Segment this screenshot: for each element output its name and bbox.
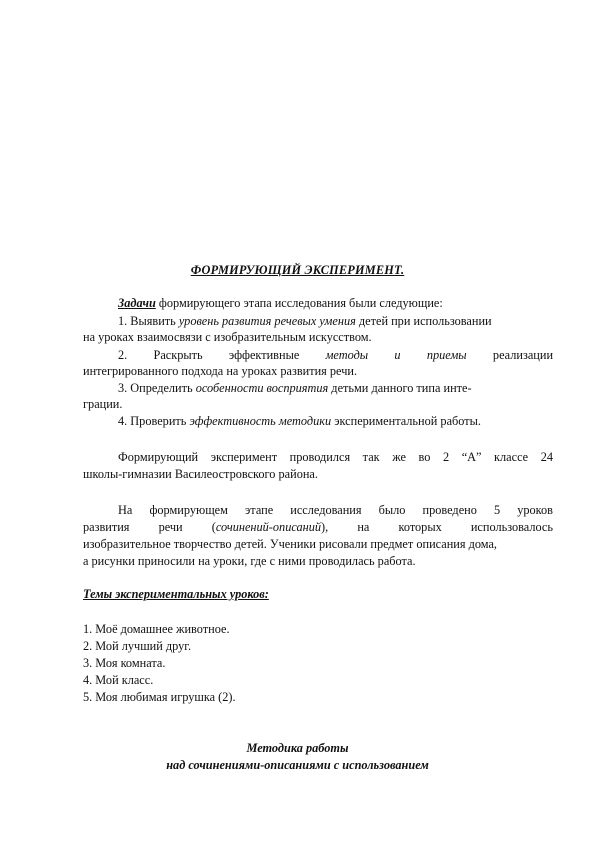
- paragraph-3-text-a: развития речи (: [83, 520, 216, 534]
- theme-item: 4. Мой класс.: [83, 673, 154, 687]
- paragraph-3-line-1: На формирующем этапе исследования было проведено 5 уроков: [118, 503, 553, 517]
- task-2-emphasis-and: и: [394, 348, 401, 362]
- task-2-text-a: 2. Раскрыть эффективные: [118, 348, 300, 362]
- theme-item: 3. Моя комната.: [83, 656, 166, 670]
- section-title: ФОРМИРУЮЩИЙ ЭКСПЕРИМЕНТ.: [190, 263, 405, 277]
- paragraph-3-line-2: [83, 520, 553, 535]
- task-2-emphasis-methods: методы: [325, 348, 369, 362]
- tasks-intro-text: формирующего этапа исследования были следующие:: [155, 296, 443, 310]
- paragraph-2-line-2: школы-гимназии Василеостровского района.: [83, 467, 318, 481]
- task-1-emphasis: уровень развития речевых умения: [178, 314, 356, 328]
- task-3-text-b: детьми данного типа инте-: [328, 381, 472, 395]
- paragraph-2-line-1: Формирующий эксперимент проводился так же во 2 “А” классе 24: [118, 450, 553, 464]
- task-3-line-2: грации.: [83, 397, 123, 411]
- themes-heading: Темы экспериментальных уроков:: [83, 587, 269, 601]
- task-1-text-b: детей при использовании: [355, 314, 492, 328]
- method-heading-line-1: Методика работы: [246, 741, 349, 755]
- tasks-intro: [83, 296, 553, 311]
- theme-item: 1. Моё домашнее животное.: [83, 622, 230, 636]
- task-4-line: [83, 414, 553, 429]
- task-3-emphasis: особенности восприятия: [195, 381, 329, 395]
- task-4-emphasis: эффективность методики: [189, 414, 332, 428]
- task-4-text-a: 4. Проверить: [118, 414, 190, 428]
- paragraph-3-emphasis: сочинений-описаний: [215, 520, 322, 534]
- task-1-line-1: [83, 314, 553, 329]
- task-1-text-a: 1. Выявить: [118, 314, 179, 328]
- task-2-line-1: [83, 348, 553, 363]
- task-3-line-1: [83, 381, 553, 396]
- method-heading-line-2: над сочинениями-описаниями с использованием: [166, 758, 429, 772]
- paragraph-3-line-3: изобразительное творчество детей. Ученики рисовали предмет описания дома,: [83, 537, 498, 551]
- tasks-intro-emphasis: Задачи: [118, 296, 156, 310]
- task-2-text-b: реализации: [492, 348, 554, 362]
- paragraph-3-line-4: а рисунки приносили на уроки, где с ними проводилась работа.: [83, 554, 416, 568]
- task-2-line-2: интегрированного подхода на уроках развития речи.: [83, 364, 358, 378]
- paragraph-3-text-b: ), на которых использовалось: [321, 520, 553, 534]
- theme-item: 2. Мой лучший друг.: [83, 639, 192, 653]
- task-4-text-b: экспериментальной работы.: [331, 414, 481, 428]
- task-1-line-2: на уроках взаимосвязи с изобразительным искусством.: [83, 330, 372, 344]
- task-2-emphasis-techniques: приемы: [426, 348, 467, 362]
- task-3-text-a: 3. Определить: [118, 381, 196, 395]
- theme-item: 5. Моя любимая игрушка (2).: [83, 690, 236, 704]
